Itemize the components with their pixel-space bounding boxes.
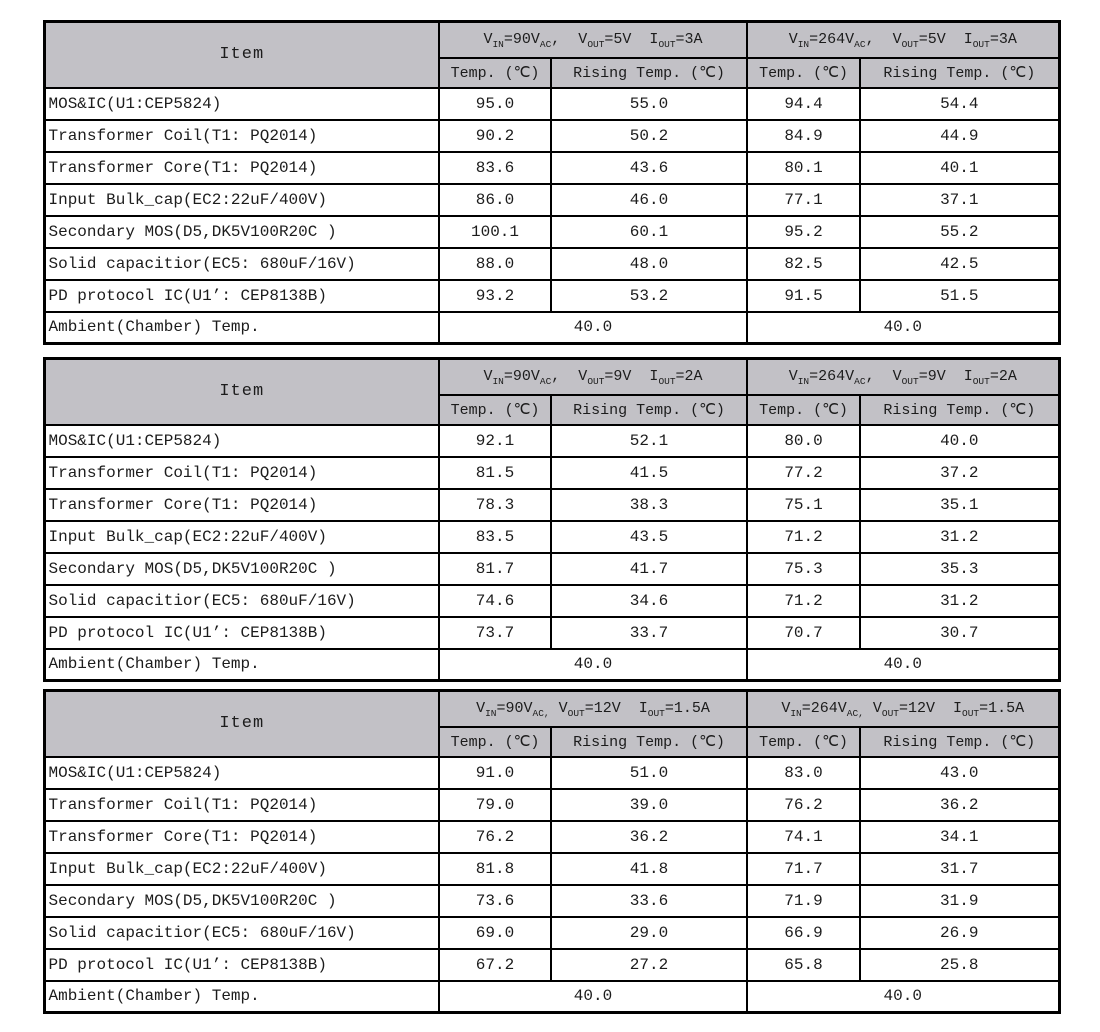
table-row — [44, 457, 1059, 489]
temp-cell-90vac: 74.6 — [439, 585, 551, 617]
ambient-label-cell: Ambient(Chamber) Temp. — [44, 649, 439, 681]
rising-cell-264vac: 55.2 — [860, 216, 1059, 248]
temp-column-header: Temp. (℃) — [439, 395, 551, 425]
item-cell: Solid capacitior(EC5: 680uF/16V) — [44, 248, 439, 280]
condition-header-90vac: $V_{IN}=90V_{AC}$, $V_{OUT}=5V$ $I_{OUT}=3A$ — [439, 22, 747, 58]
condition-header-90vac: $V_{IN}=90V_{AC}$, $V_{OUT}=9V$ $I_{OUT}=2A$ — [439, 359, 747, 395]
temp-column-header: Temp. (℃) — [747, 58, 860, 88]
item-column-header: Item — [44, 359, 439, 425]
temp-cell-90vac: 81.7 — [439, 553, 551, 585]
rising-cell-264vac: 40.0 — [860, 425, 1059, 457]
table-row — [44, 120, 1059, 152]
item-cell: Secondary MOS(D5,DK5V100R20C ) — [44, 885, 439, 917]
temp-cell-90vac: 100.1 — [439, 216, 551, 248]
temp-cell-264vac: 66.9 — [747, 917, 860, 949]
item-cell: Input Bulk_cap(EC2:22uF/400V) — [44, 853, 439, 885]
rising-temp-column-header: Rising Temp. (℃) — [860, 727, 1059, 757]
temperature-table-12v-1p5a — [43, 689, 1061, 1014]
table-row — [44, 152, 1059, 184]
rising-cell-90vac: 53.2 — [551, 280, 747, 312]
temp-cell-264vac: 76.2 — [747, 789, 860, 821]
table-row — [44, 821, 1059, 853]
rising-temp-column-header: Rising Temp. (℃) — [551, 58, 747, 88]
temp-column-header: Temp. (℃) — [439, 727, 551, 757]
rising-cell-264vac: 30.7 — [860, 617, 1059, 649]
item-cell: Transformer Coil(T1: PQ2014) — [44, 789, 439, 821]
temp-cell-264vac: 65.8 — [747, 949, 860, 981]
ambient-temp-cell-264vac: 40.0 — [747, 649, 1059, 681]
rising-cell-90vac: 60.1 — [551, 216, 747, 248]
item-column-header: Item — [44, 22, 439, 88]
item-cell: Secondary MOS(D5,DK5V100R20C ) — [44, 553, 439, 585]
item-cell: Transformer Coil(T1: PQ2014) — [44, 457, 439, 489]
item-cell: PD protocol IC(U1’: CEP8138B) — [44, 949, 439, 981]
temperature-table-9v-2a — [43, 357, 1061, 682]
temp-cell-90vac: 79.0 — [439, 789, 551, 821]
temp-cell-90vac: 95.0 — [439, 88, 551, 120]
temp-cell-90vac: 88.0 — [439, 248, 551, 280]
temp-cell-264vac: 91.5 — [747, 280, 860, 312]
temp-cell-264vac: 80.1 — [747, 152, 860, 184]
ambient-temp-cell-90vac: 40.0 — [439, 981, 747, 1013]
item-cell: PD protocol IC(U1’: CEP8138B) — [44, 617, 439, 649]
temp-cell-264vac: 94.4 — [747, 88, 860, 120]
rising-cell-90vac: 43.5 — [551, 521, 747, 553]
item-cell: Transformer Coil(T1: PQ2014) — [44, 120, 439, 152]
rising-temp-column-header: Rising Temp. (℃) — [860, 395, 1059, 425]
rising-cell-90vac: 48.0 — [551, 248, 747, 280]
temp-cell-90vac: 92.1 — [439, 425, 551, 457]
ambient-row — [44, 649, 1059, 681]
item-cell: MOS&IC(U1:CEP5824) — [44, 757, 439, 789]
table-row — [44, 280, 1059, 312]
table-row — [44, 216, 1059, 248]
item-column-header: Item — [44, 691, 439, 757]
temp-cell-90vac: 73.7 — [439, 617, 551, 649]
condition-header-264vac: $V_{IN}=264V_{AC}$, $V_{OUT}=9V$ $I_{OUT}=2A$ — [747, 359, 1059, 395]
temp-cell-264vac: 71.2 — [747, 585, 860, 617]
rising-cell-264vac: 31.7 — [860, 853, 1059, 885]
rising-cell-264vac: 34.1 — [860, 821, 1059, 853]
rising-cell-264vac: 36.2 — [860, 789, 1059, 821]
temp-cell-264vac: 83.0 — [747, 757, 860, 789]
table-row — [44, 88, 1059, 120]
rising-cell-264vac: 42.5 — [860, 248, 1059, 280]
rising-cell-264vac: 51.5 — [860, 280, 1059, 312]
table-row — [44, 917, 1059, 949]
table-row — [44, 489, 1059, 521]
temp-cell-264vac: 82.5 — [747, 248, 860, 280]
item-cell: Secondary MOS(D5,DK5V100R20C ) — [44, 216, 439, 248]
table-row — [44, 425, 1059, 457]
rising-cell-90vac: 46.0 — [551, 184, 747, 216]
rising-cell-264vac: 44.9 — [860, 120, 1059, 152]
ambient-temp-cell-90vac: 40.0 — [439, 649, 747, 681]
item-cell: Transformer Core(T1: PQ2014) — [44, 489, 439, 521]
rising-cell-264vac: 37.1 — [860, 184, 1059, 216]
rising-cell-264vac: 35.1 — [860, 489, 1059, 521]
rising-temp-column-header: Rising Temp. (℃) — [551, 727, 747, 757]
table-row — [44, 789, 1059, 821]
item-cell: MOS&IC(U1:CEP5824) — [44, 425, 439, 457]
temp-cell-264vac: 71.2 — [747, 521, 860, 553]
rising-cell-264vac: 31.2 — [860, 585, 1059, 617]
table-row — [44, 949, 1059, 981]
ambient-label-cell: Ambient(Chamber) Temp. — [44, 981, 439, 1013]
temp-cell-264vac: 70.7 — [747, 617, 860, 649]
item-cell: Solid capacitior(EC5: 680uF/16V) — [44, 917, 439, 949]
rising-cell-90vac: 50.2 — [551, 120, 747, 152]
temp-column-header: Temp. (℃) — [747, 727, 860, 757]
table-row — [44, 853, 1059, 885]
rising-cell-90vac: 39.0 — [551, 789, 747, 821]
rising-cell-90vac: 52.1 — [551, 425, 747, 457]
temp-cell-90vac: 93.2 — [439, 280, 551, 312]
rising-cell-264vac: 35.3 — [860, 553, 1059, 585]
table-row — [44, 757, 1059, 789]
item-cell: Solid capacitior(EC5: 680uF/16V) — [44, 585, 439, 617]
rising-cell-90vac: 27.2 — [551, 949, 747, 981]
table-row — [44, 521, 1059, 553]
temp-cell-90vac: 67.2 — [439, 949, 551, 981]
rising-cell-90vac: 43.6 — [551, 152, 747, 184]
temp-cell-264vac: 77.2 — [747, 457, 860, 489]
temp-cell-90vac: 81.5 — [439, 457, 551, 489]
item-cell: Input Bulk_cap(EC2:22uF/400V) — [44, 184, 439, 216]
rising-cell-90vac: 55.0 — [551, 88, 747, 120]
ambient-row — [44, 312, 1059, 344]
rising-cell-90vac: 38.3 — [551, 489, 747, 521]
ambient-temp-cell-90vac: 40.0 — [439, 312, 747, 344]
temp-column-header: Temp. (℃) — [747, 395, 860, 425]
temp-cell-90vac: 78.3 — [439, 489, 551, 521]
temp-cell-264vac: 71.7 — [747, 853, 860, 885]
rising-cell-264vac: 37.2 — [860, 457, 1059, 489]
rising-cell-90vac: 51.0 — [551, 757, 747, 789]
rising-temp-column-header: Rising Temp. (℃) — [551, 395, 747, 425]
temp-cell-90vac: 76.2 — [439, 821, 551, 853]
rising-cell-90vac: 41.8 — [551, 853, 747, 885]
temp-cell-90vac: 91.0 — [439, 757, 551, 789]
rising-cell-90vac: 41.7 — [551, 553, 747, 585]
rising-cell-264vac: 40.1 — [860, 152, 1059, 184]
rising-cell-90vac: 33.6 — [551, 885, 747, 917]
rising-cell-264vac: 31.9 — [860, 885, 1059, 917]
rising-cell-264vac: 26.9 — [860, 917, 1059, 949]
rising-cell-90vac: 36.2 — [551, 821, 747, 853]
temp-cell-264vac: 75.1 — [747, 489, 860, 521]
temp-column-header: Temp. (℃) — [439, 58, 551, 88]
rising-cell-90vac: 33.7 — [551, 617, 747, 649]
temp-cell-264vac: 71.9 — [747, 885, 860, 917]
table-row — [44, 885, 1059, 917]
rising-temp-column-header: Rising Temp. (℃) — [860, 58, 1059, 88]
temp-cell-264vac: 80.0 — [747, 425, 860, 457]
temperature-table-5v-3a — [43, 20, 1061, 345]
ambient-label-cell: Ambient(Chamber) Temp. — [44, 312, 439, 344]
table-row — [44, 248, 1059, 280]
rising-cell-90vac: 41.5 — [551, 457, 747, 489]
item-cell: Transformer Core(T1: PQ2014) — [44, 821, 439, 853]
temp-cell-90vac: 73.6 — [439, 885, 551, 917]
item-cell: PD protocol IC(U1’: CEP8138B) — [44, 280, 439, 312]
ambient-temp-cell-264vac: 40.0 — [747, 312, 1059, 344]
temp-cell-90vac: 81.8 — [439, 853, 551, 885]
temp-cell-90vac: 83.6 — [439, 152, 551, 184]
condition-header-264vac: $V_{IN}=264V_{AC}$, $V_{OUT}=5V$ $I_{OUT}=3A$ — [747, 22, 1059, 58]
condition-header-90vac: $V_{IN}=90V_{AC,}$ $V_{OUT}=12V$ $I_{OUT}=1.5A$ — [439, 691, 747, 727]
item-cell: MOS&IC(U1:CEP5824) — [44, 88, 439, 120]
item-cell: Input Bulk_cap(EC2:22uF/400V) — [44, 521, 439, 553]
table-row — [44, 184, 1059, 216]
temp-cell-264vac: 84.9 — [747, 120, 860, 152]
temp-cell-264vac: 74.1 — [747, 821, 860, 853]
temp-cell-264vac: 75.3 — [747, 553, 860, 585]
temp-cell-264vac: 77.1 — [747, 184, 860, 216]
rising-cell-264vac: 43.0 — [860, 757, 1059, 789]
item-cell: Transformer Core(T1: PQ2014) — [44, 152, 439, 184]
rising-cell-264vac: 31.2 — [860, 521, 1059, 553]
ambient-temp-cell-264vac: 40.0 — [747, 981, 1059, 1013]
thermal-report-page — [43, 0, 1058, 1014]
ambient-row — [44, 981, 1059, 1013]
temp-cell-264vac: 95.2 — [747, 216, 860, 248]
rising-cell-90vac: 29.0 — [551, 917, 747, 949]
temp-cell-90vac: 69.0 — [439, 917, 551, 949]
temp-cell-90vac: 90.2 — [439, 120, 551, 152]
temp-cell-90vac: 86.0 — [439, 184, 551, 216]
table-row — [44, 617, 1059, 649]
temp-cell-90vac: 83.5 — [439, 521, 551, 553]
rising-cell-90vac: 34.6 — [551, 585, 747, 617]
rising-cell-264vac: 54.4 — [860, 88, 1059, 120]
condition-header-264vac: $V_{IN}=264V_{AC,}$ $V_{OUT}=12V$ $I_{OUT}=1.5A$ — [747, 691, 1059, 727]
table-row — [44, 585, 1059, 617]
table-row — [44, 553, 1059, 585]
rising-cell-264vac: 25.8 — [860, 949, 1059, 981]
